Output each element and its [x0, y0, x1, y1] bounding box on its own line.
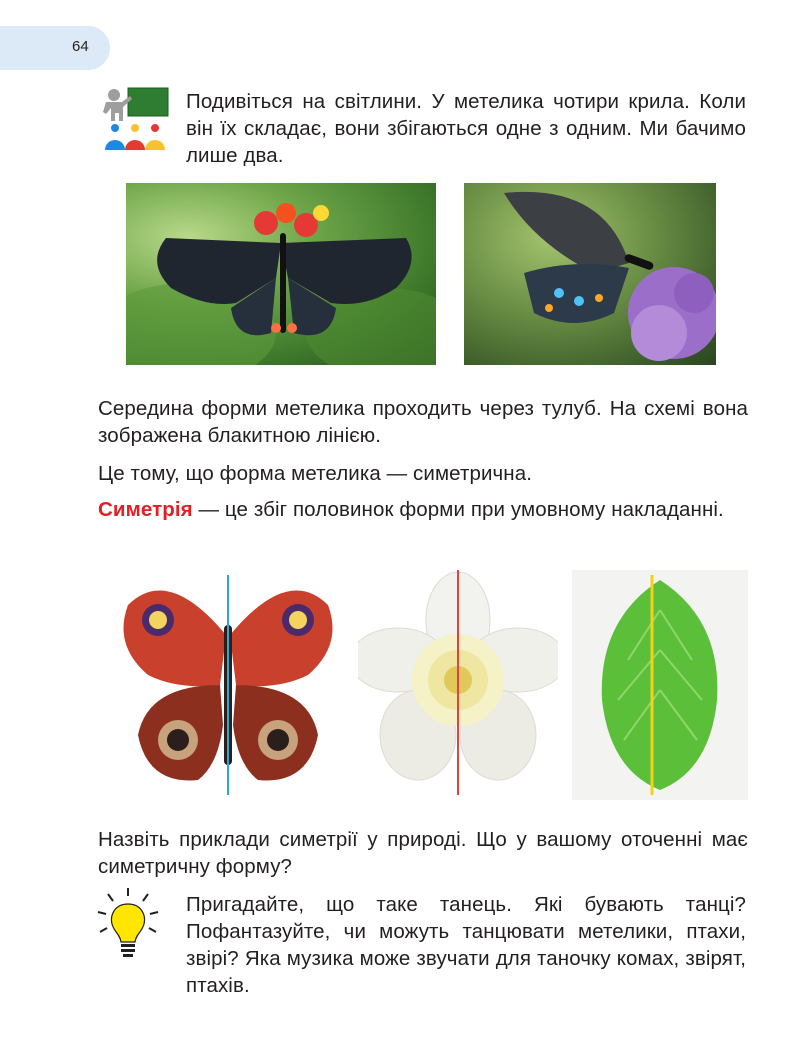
tip-text: Пригадайте, що таке танець. Які бувають танці? Пофантазуйте, чи можуть танцювати метелики, птахи, звірі? Яка музика може звучати для таночку комах, звірят, птахів.: [186, 893, 746, 997]
butterfly-open-wings-photo: [126, 183, 436, 365]
lightbulb-icon: [96, 886, 160, 966]
teacher-board-icon: [100, 86, 172, 154]
daffodil-flower-illustration: [358, 570, 558, 795]
body-paragraph-1: Середина форми метелика проходить через тулуб. На схемі вона зображена блакитною лінією.: [98, 397, 748, 447]
butterfly-illustration: [108, 575, 348, 795]
body-paragraph-2: Це тому, що форма метелика — симетрична.: [98, 462, 532, 485]
body-paragraph-4: Назвіть приклади симетрії у природі. Що у вашому оточенні має симетричну форму?: [98, 828, 748, 878]
butterfly-side-view-photo: [464, 183, 716, 365]
definition-text: — це збіг половинок форми при умовному накладанні.: [192, 498, 724, 521]
intro-text: Подивіться на світлини. У метелика чотири крила. Коли він їх складає, вони збігаються одне з одним. Ми бачимо лише два.: [186, 90, 746, 167]
page-tab: [0, 26, 110, 70]
page-number: 64: [72, 38, 89, 55]
leaf-illustration: [572, 570, 748, 800]
symmetry-examples: [98, 570, 748, 800]
definition-term: Симетрія: [98, 498, 193, 521]
symmetry-definition: [98, 496, 748, 523]
